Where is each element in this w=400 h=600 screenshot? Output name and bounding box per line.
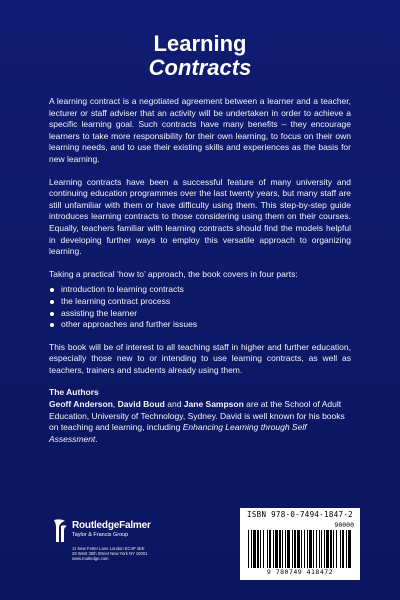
parts-intro-paragraph: Taking a practical ‘how to’ approach, the book covers in four parts: [49, 268, 298, 279]
address-line: 11 New Fetter Lane London EC4P 4EE [72, 546, 145, 551]
audience-paragraph: This book will be of interest to all teaching staff in higher and further education, especially those new to or intending to use learning contracts, as well as teachers, trainers and students already using them. [49, 341, 351, 375]
author-name: Geoff Anderson [49, 399, 113, 410]
bullet-icon [50, 300, 54, 304]
bullet-icon [50, 323, 54, 327]
isbn: ISBN 978-0-7494-1847-2 [247, 510, 353, 519]
barcode-bar [269, 530, 271, 568]
barcode-bar [257, 530, 259, 568]
barcode-icon [248, 530, 352, 568]
barcode-block [240, 508, 360, 580]
blurb [49, 96, 351, 445]
barcode-bar [326, 530, 329, 568]
list-item [49, 284, 351, 296]
barcode-bar [346, 530, 347, 568]
publisher-logo-icon [52, 518, 68, 544]
authors-heading: The Authors [49, 387, 99, 398]
barcode-bar [309, 530, 312, 568]
separator: , [112, 399, 118, 410]
barcode-bar [297, 530, 300, 568]
ean-number: 9 780749 418472 [266, 568, 334, 576]
barcode-bar [263, 530, 264, 568]
barcode-bar [292, 530, 293, 568]
barcode-bar [285, 530, 286, 568]
publisher-block [52, 518, 162, 568]
barcode-bar [316, 530, 317, 568]
barcode-bar [267, 530, 268, 568]
barcode-bar [248, 530, 249, 568]
publisher-group: Taylor & Francis Group [72, 532, 129, 538]
barcode-bar [321, 530, 322, 568]
authors-section [49, 387, 351, 445]
book-title [0, 32, 400, 80]
barcode-bar [319, 530, 320, 568]
barcode-bar [324, 530, 325, 568]
period: . [95, 433, 98, 444]
publisher-address [72, 546, 148, 562]
website: www.routledge.com [72, 556, 109, 562]
barcode-bar [348, 530, 351, 568]
barcode-bar [282, 530, 283, 568]
parts-list [49, 284, 351, 330]
barcode-bar [251, 530, 252, 568]
list-item-label: other approaches and further issues [61, 319, 198, 330]
barcode-bar [273, 530, 274, 568]
intro-paragraph: A learning contract is a negotiated agreement between a learner and a teacher, lecturer or staff adviser that an activity will be undertaken in order to achieve a specific learning goal. Such contracts have many benefits – they encourage learners to take more responsibility for their own learning, to focus on their own learning needs, and to use their existing skills and experiences as the basis for new learning. [49, 96, 351, 164]
barcode-bar [333, 530, 334, 568]
barcode-bar [294, 530, 296, 568]
publisher-name: RoutledgeFalmer [72, 520, 151, 531]
book-reference: Enhancing Learning through Self Assessment [49, 422, 307, 444]
barcode-bar [253, 530, 256, 568]
title-sub: Contracts [148, 55, 252, 80]
list-item-label: the learning contract process [61, 295, 171, 306]
authors-text: are at the School of Adult Education, University of Technology, Sydney. David is well known for his books on teaching and learning, including [49, 399, 345, 433]
barcode-bar [342, 530, 344, 568]
barcode-bar [313, 530, 314, 568]
barcode-bar [340, 530, 341, 568]
barcode-bar [301, 530, 302, 568]
background-paragraph: Learning contracts have been a successful feature of many university and continuing education programmes over the last twenty years, but many staff are still unfamiliar with them or have difficulty using them. This step-by-step guide introduces learning contracts to those considering using them on their courses. Equally, teachers familiar with learning contracts should find the models helpful in developing further ways to employ this versatile approach to organizing learning. [49, 176, 351, 257]
address-line: 29 West 35th Street New York NY 10001 [72, 551, 148, 557]
barcode-bar [279, 530, 281, 568]
list-item [49, 308, 351, 320]
list-item-label: assisting the learner [61, 307, 138, 318]
barcode-bar [307, 530, 308, 568]
authors-bio [49, 399, 351, 445]
price-code: 90000 [334, 521, 354, 529]
separator: and [164, 399, 184, 410]
title-main: Learning [153, 31, 247, 56]
list-item [49, 319, 351, 331]
list-item-label: introduction to learning contracts [61, 284, 184, 295]
barcode-bar [287, 530, 290, 568]
list-item [49, 296, 351, 308]
barcode-bar [260, 530, 261, 568]
barcode-bar [275, 530, 278, 568]
author-name: David Boud [117, 399, 165, 410]
barcode-bar [330, 530, 332, 568]
barcode-bar [304, 530, 305, 568]
bullet-icon [50, 288, 54, 292]
bullet-icon [50, 312, 54, 316]
barcode-bar [336, 530, 337, 568]
author-name: Jane Sampson [183, 399, 244, 410]
